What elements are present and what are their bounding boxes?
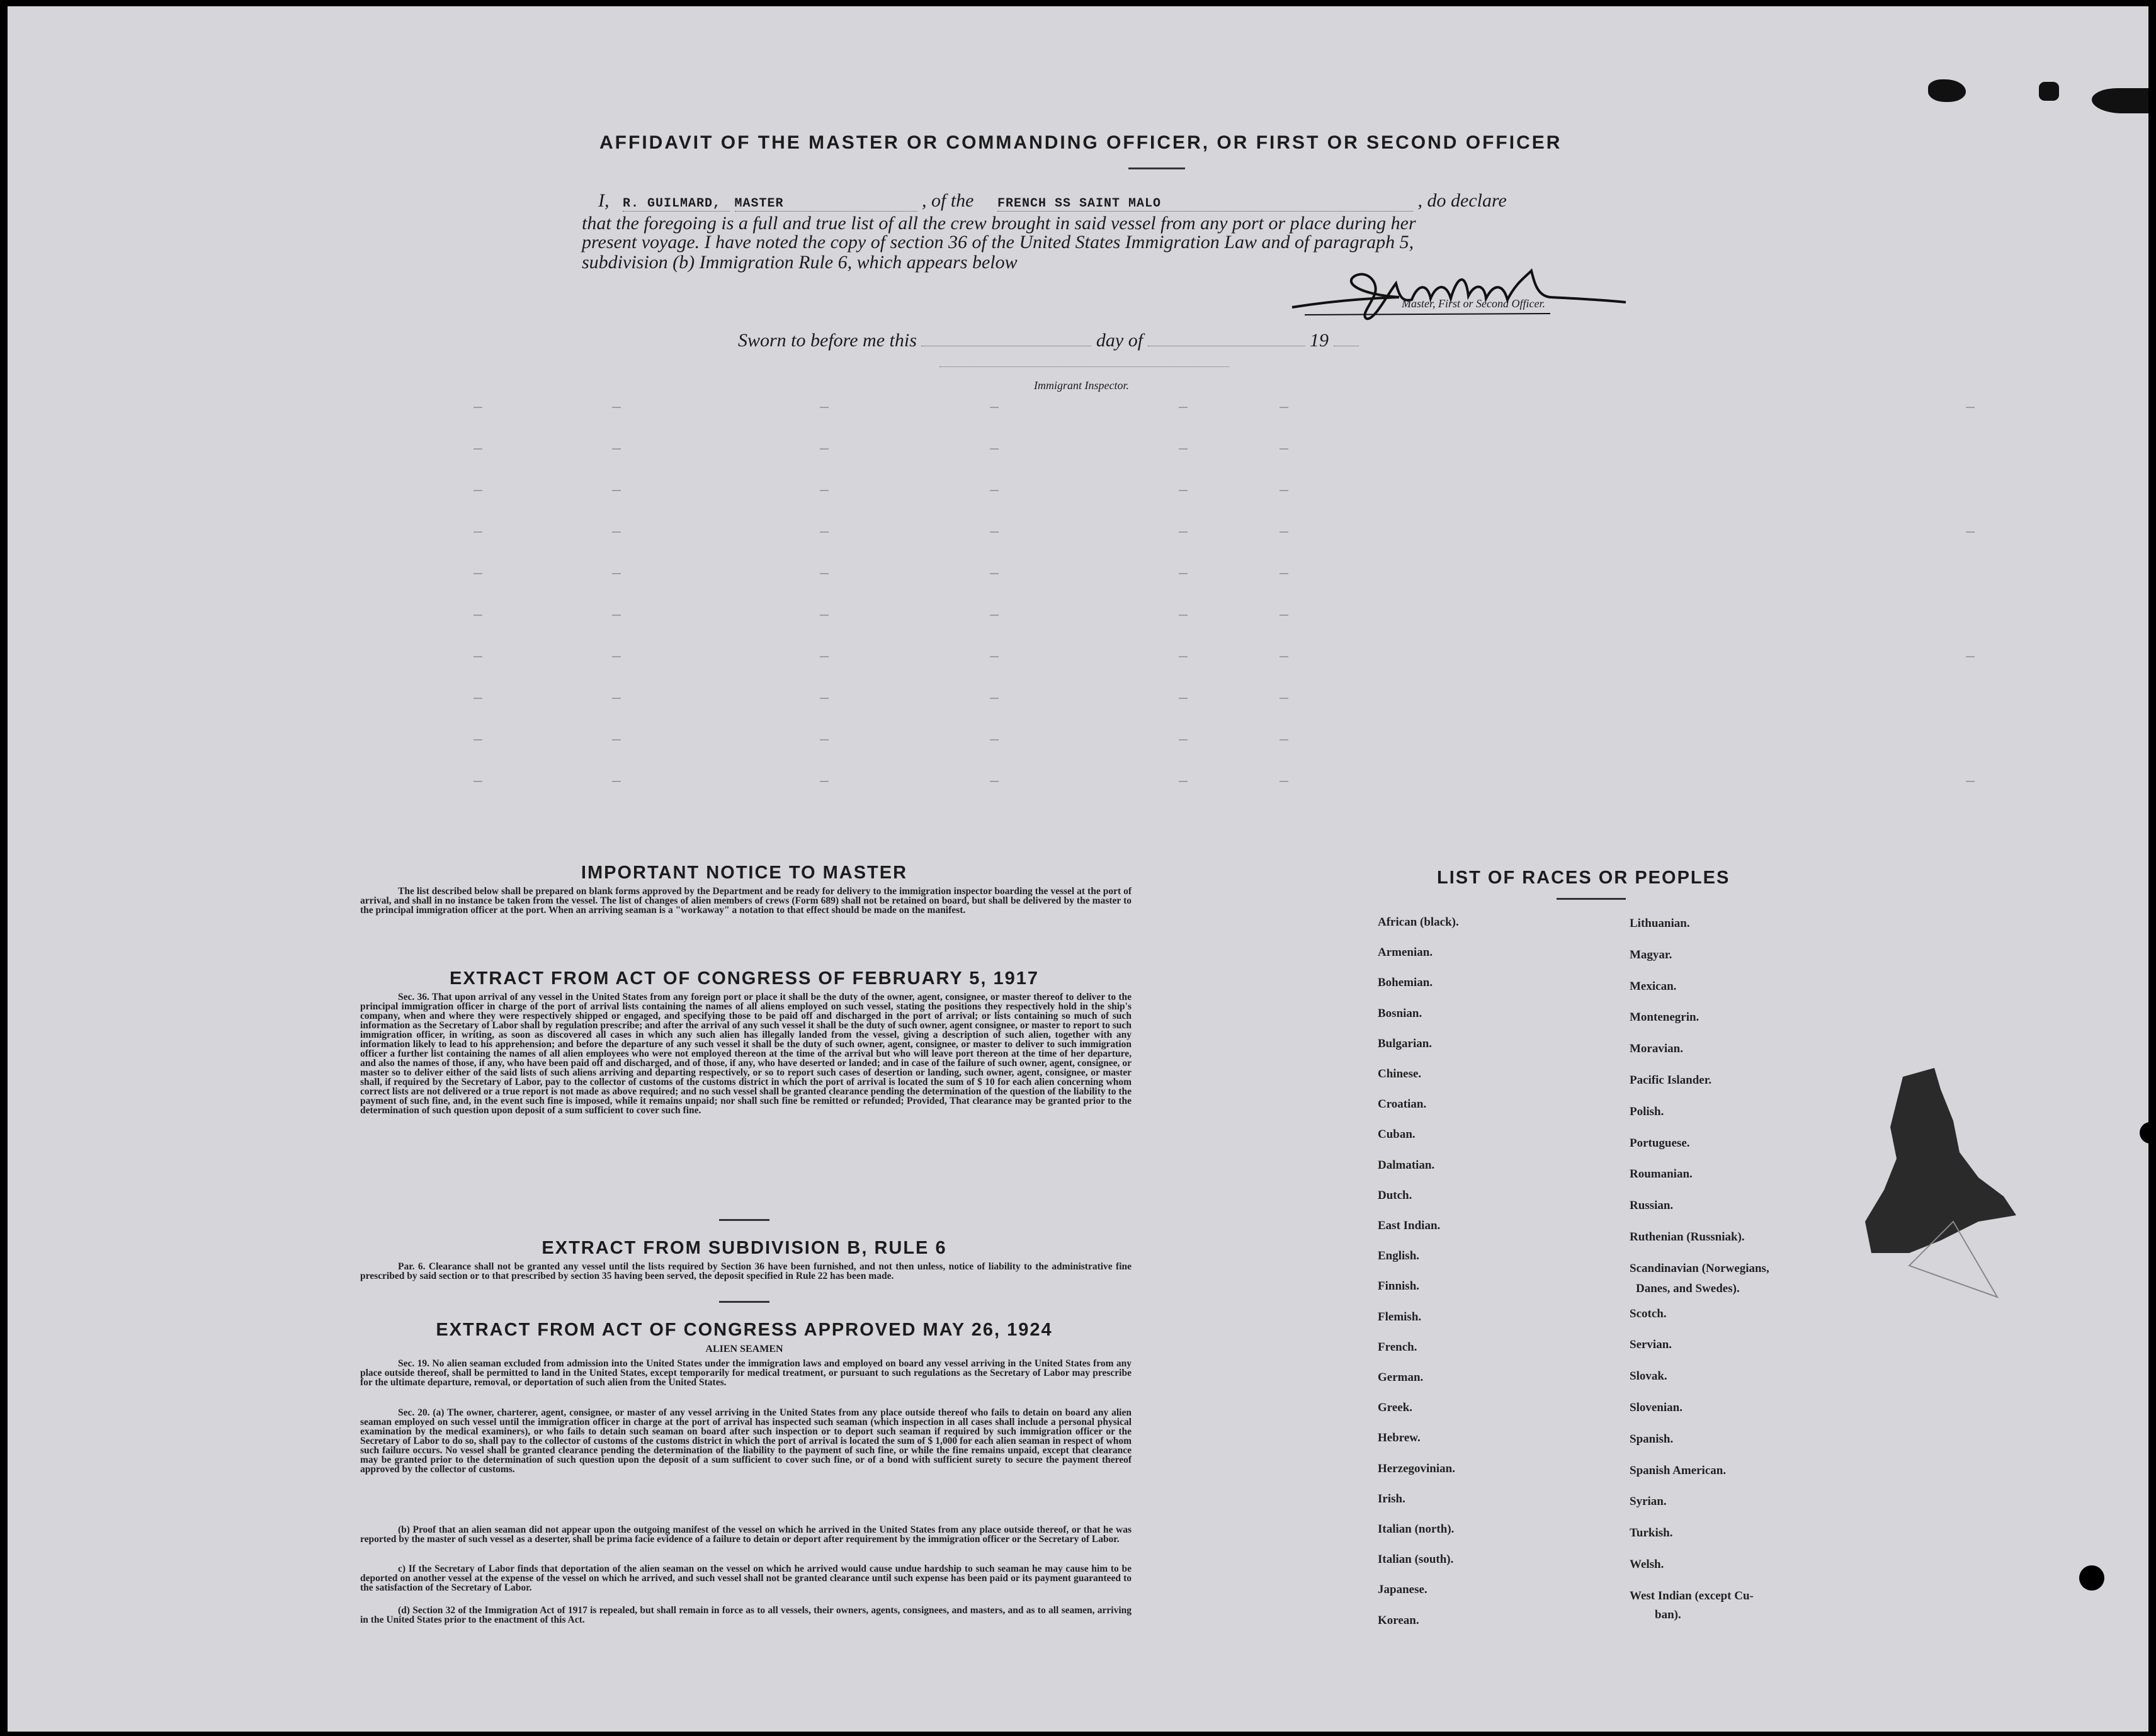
punch-hole — [2140, 1122, 2148, 1143]
torn-paper-damage — [1859, 1064, 2048, 1303]
ruling-tick — [820, 615, 829, 616]
ruling-tick — [474, 698, 482, 699]
inspector-signature-line — [939, 366, 1229, 367]
ruling-tick — [820, 490, 829, 491]
ruling-tick — [1179, 739, 1188, 740]
ruling-tick — [474, 739, 482, 740]
race-item: African (black). — [1378, 916, 1459, 929]
ruling-tick — [820, 573, 829, 574]
section-divider — [719, 1219, 769, 1221]
ruling-tick — [990, 407, 999, 408]
affidavit-pronoun: I, — [598, 190, 610, 211]
ruling-tick — [474, 407, 482, 408]
ruling-tick — [990, 698, 999, 699]
ruling-tick — [612, 531, 621, 533]
master-rank-field: MASTER — [735, 196, 917, 212]
race-item: Finnish. — [1378, 1279, 1420, 1293]
ink-blot — [2039, 82, 2059, 101]
race-item: Italian (south). — [1378, 1553, 1454, 1567]
ruling-tick — [820, 698, 829, 699]
race-item: Scandinavian (Norwegians, — [1630, 1261, 1769, 1275]
ruling-tick — [612, 739, 621, 740]
race-item: Dalmatian. — [1378, 1158, 1435, 1172]
race-item: Ruthenian (Russniak). — [1630, 1230, 1745, 1244]
race-item: English. — [1378, 1249, 1420, 1263]
ruling-tick — [612, 615, 621, 616]
ruling-tick — [820, 448, 829, 450]
race-item: Slovak. — [1630, 1370, 1667, 1383]
ruling-tick — [990, 573, 999, 574]
sworn-text: Sworn to before me this — [738, 330, 917, 351]
ruling-tick — [1966, 656, 1975, 657]
ruling-tick — [612, 656, 621, 657]
ruling-tick — [1179, 656, 1188, 657]
races-divider — [1557, 898, 1626, 900]
ruling-tick — [1179, 698, 1188, 699]
race-item: Bohemian. — [1378, 976, 1433, 990]
ruling-tick — [990, 656, 999, 657]
ruling-tick — [612, 448, 621, 450]
vessel-name-field: FRENCH SS SAINT MALO — [997, 196, 1413, 212]
ruling-tick — [1179, 573, 1188, 574]
extract-1924-sec20a: Sec. 20. (a) The owner, charterer, agent, consignee, or master of any vessel arriving in the United States from any place outside thereof who fails to detain on board any alien seaman employed on such vessel until the immigration officer in charge at the port of arrival has inspected such seaman (which inspection in all cases shall include a personal physical examination by the medical examiners), or who fails to detain such seaman on board after such inspection or to deport such seaman if required by such immigration officer or the Secretary of Labor to do so, shall pay to the collector of customs of the customs district in which the port of arrival is located the sum of $ 1,000 for each alien seaman in respect of whom such failure occurs. No vessel shall be granted clearance pending the determination of the liability to the payment of such fine, or while the fine remains unpaid, except that clearance may be granted prior to the determination of such question upon the deposit of a sum sufficient to cover such fine, or of a bond with sufficient surety to secure the payment thereof approved by the collector of customs. — [360, 1407, 1132, 1475]
extract-1917-title: EXTRACT FROM ACT OF CONGRESS OF FEBRUARY 5, 1917 — [449, 968, 1040, 989]
race-item: Hebrew. — [1378, 1431, 1421, 1445]
title-divider — [1128, 167, 1185, 169]
ruling-tick — [474, 781, 482, 782]
ruling-tick — [820, 531, 829, 533]
ruling-tick — [820, 656, 829, 657]
ruling-tick — [990, 781, 999, 782]
subdivision-body: Par. 6. Clearance shall not be granted any vessel until the lists required by Section 36 have been furnished, and not then unless, notice of liability to the administrative fine prescribed by said section or to that prescribed by section 35 having been served, the deposit specified in Rule 22 has been made. — [360, 1261, 1132, 1281]
master-signature — [1286, 258, 1638, 327]
affidavit-line-2: that the foregoing is a full and true list of all the crew brought in said vessel from any port or place during her — [582, 213, 1416, 234]
ruling-tick — [820, 739, 829, 740]
ruling-tick — [1966, 531, 1975, 533]
race-item: Polish. — [1630, 1104, 1664, 1118]
extract-1924-sec19: Sec. 19. No alien seaman excluded from admission into the United States under the immigration laws and employed on board any vessel arriving in the United States from any place outside thereof, shall be permitted to land in the United States, except temporarily for medical treatment, or pursuant to such regulations as the Secretary of Labor may prescribe for the ultimate departure, removal, or deportation of such alien from the United States. — [360, 1358, 1132, 1388]
race-item: Roumanian. — [1630, 1167, 1693, 1181]
inspector-caption: Immigrant Inspector. — [1034, 379, 1129, 392]
ruling-tick — [1179, 407, 1188, 408]
race-item: Bosnian. — [1378, 1006, 1422, 1020]
ruling-tick — [990, 448, 999, 450]
race-item: Armenian. — [1378, 946, 1433, 960]
ruling-tick — [1179, 781, 1188, 782]
ruling-tick — [612, 407, 621, 408]
races-title: LIST OF RACES OR PEOPLES — [1437, 868, 1730, 888]
ruling-tick — [1179, 490, 1188, 491]
extract-1924-title: EXTRACT FROM ACT OF CONGRESS APPROVED MAY 26, 1924 — [436, 1320, 1053, 1340]
race-item: West Indian (except Cu- — [1630, 1589, 1754, 1603]
race-item-wrap: ban). — [1655, 1608, 1681, 1621]
do-declare-text: , do declare — [1417, 190, 1507, 211]
ruling-tick — [1279, 781, 1288, 782]
signature-caption: Master, First or Second Officer. — [1402, 297, 1545, 310]
ruling-tick — [1279, 656, 1288, 657]
race-item: Servian. — [1630, 1338, 1672, 1352]
ruling-tick — [474, 448, 482, 450]
race-item: Herzegovinian. — [1378, 1461, 1455, 1475]
affidavit-line-4: subdivision (b) Immigration Rule 6, which appears below — [582, 252, 1018, 273]
race-item: Lithuanian. — [1630, 917, 1690, 930]
ruling-tick — [1179, 531, 1188, 533]
notice-title: IMPORTANT NOTICE TO MASTER — [581, 863, 908, 883]
year-prefix: 19 — [1310, 330, 1329, 351]
extract-1924-sec20b: (b) Proof that an alien seaman did not appear upon the outgoing manifest of the vessel on which he arrived in the United States from any place outside thereof, or that he was reported by the master of such vessel as a deserter, shall be prima facie evidence of a failure to detain or deport after requirement by the immigration officer or the Secretary of Labor. — [360, 1524, 1132, 1545]
ruling-tick — [990, 490, 999, 491]
ruling-tick — [612, 573, 621, 574]
race-item: Mexican. — [1630, 979, 1677, 993]
notice-body: The list described below shall be prepared on blank forms approved by the Department and be ready for delivery to the immigration inspector boarding the vessel at the port of arrival, and shall in no instance be taken from the vessel. The list of changes of alien members of crews (Form 689) shall not be retained on board, but shall be delivered by the master to the principal immigration officer at the port. When an arriving seaman is a "workaway" a notation to that effect should be made on the manifest. — [360, 886, 1132, 916]
extract-1924-sec20c: c) If the Secretary of Labor finds that deportation of the alien seaman on the vessel on which he arrived would cause undue hardship to such seaman he may cause him to be deported on another vessel at the expense of the vessel on which he arrived, and such vessel shall not be granted clearance until such expense has been paid or its payment guaranteed to the satisfaction of the Secretary of Labor. — [360, 1563, 1132, 1593]
torn-corner — [2092, 88, 2148, 113]
race-item: Italian (north). — [1378, 1523, 1455, 1536]
race-item: Magyar. — [1630, 948, 1672, 962]
ruling-tick — [820, 781, 829, 782]
ruling-tick — [1279, 739, 1288, 740]
race-item: Irish. — [1378, 1492, 1405, 1506]
ruling-tick — [1279, 490, 1288, 491]
of-the-text: , of the — [922, 190, 974, 211]
section-divider — [719, 1301, 769, 1303]
affidavit-line-3: present voyage. I have noted the copy of section 36 of the United States Immigration Law and of paragraph 5, — [582, 232, 1414, 252]
race-item: Cuban. — [1378, 1128, 1416, 1142]
race-item-wrap: Danes, and Swedes). — [1636, 1282, 1740, 1295]
ruling-tick — [474, 573, 482, 574]
ruling-tick — [612, 698, 621, 699]
ruling-tick — [820, 407, 829, 408]
ruling-tick — [1179, 448, 1188, 450]
race-item: Turkish. — [1630, 1526, 1673, 1540]
race-item: Welsh. — [1630, 1558, 1664, 1571]
race-item: Montenegrin. — [1630, 1011, 1699, 1024]
race-item: German. — [1378, 1371, 1424, 1384]
affidavit-line-1 — [598, 190, 1507, 212]
day-of-text: day of — [1096, 330, 1143, 351]
document-page — [8, 6, 2148, 1732]
race-item: Portuguese. — [1630, 1136, 1690, 1150]
race-item: Spanish American. — [1630, 1463, 1727, 1477]
ruling-tick — [1279, 698, 1288, 699]
ruling-tick — [990, 615, 999, 616]
race-item: French. — [1378, 1340, 1417, 1354]
race-item: Slovenian. — [1630, 1401, 1682, 1414]
ruling-tick — [1179, 615, 1188, 616]
ruling-tick — [474, 490, 482, 491]
ruling-tick — [1966, 781, 1975, 782]
sworn-line — [738, 330, 1359, 351]
ink-blot — [1928, 79, 1966, 102]
race-item: Flemish. — [1378, 1310, 1422, 1324]
ruling-tick — [1279, 448, 1288, 450]
ruling-tick — [612, 781, 621, 782]
ruling-tick — [1279, 573, 1288, 574]
ruling-tick — [1966, 407, 1975, 408]
ruling-tick — [474, 531, 482, 533]
race-item: Spanish. — [1630, 1432, 1674, 1446]
alien-seamen-subtitle: ALIEN SEAMEN — [705, 1344, 783, 1354]
race-item: Syrian. — [1630, 1495, 1667, 1509]
subdivision-title: EXTRACT FROM SUBDIVISION B, RULE 6 — [542, 1238, 947, 1258]
master-name-field: R. GUILMARD, — [623, 196, 730, 212]
affidavit-title: AFFIDAVIT OF THE MASTER OR COMMANDING OFFICER, OR FIRST OR SECOND OFFICER — [599, 132, 1562, 153]
race-item: Korean. — [1378, 1613, 1419, 1627]
ruling-tick — [474, 656, 482, 657]
ruling-tick — [990, 739, 999, 740]
ruling-tick — [1279, 407, 1288, 408]
race-item: Dutch. — [1378, 1188, 1412, 1202]
ruling-tick — [612, 490, 621, 491]
extract-1917-body: Sec. 36. That upon arrival of any vessel in the United States from any foreign port or place it shall be the duty of the owner, agent, consignee, or master thereof to deliver to the principal immigration officer in charge of the port of arrival lists containing the names of all aliens employed on such vessel, stating the positions they respectively hold in the ship's company, when and where they were respectively shipped or engaged, and specifying those to be paid off and discharged in the port of arrival; or lists containing so much of such information as the Secretary of Labor shall by regulation prescribe; and after the arrival of any such vessel it shall be the duty of such owner, agent consignee, or master to report to such immigration officer, in writing, as soon as discovered all cases in which any such alien has illegally landed from the vessel, giving a description of such alien, together with any information likely to lead to his apprehension; and before the departure of any such vessel it shall be the duty of such owner, agent, consignee, or master to deliver to such immigration officer a further list containing the names of all alien employees who were not employed thereon at the time of the arrival but who will leave port thereon at the time of her departure, and also the names of those, if any, who have been paid off and discharged, and of those, if any, who have deserted or landed; and in case of the failure of such owner, agent, consignee, or master so to deliver either of the said lists of such aliens arriving and departing respectively, or so to report such cases of desertion or landing, such owner, agent, consignee, or master shall, if required by the Secretary of Labor, pay to the collector of customs of the customs district in which the port of arrival is located the sum of $ 10 for each alien concerning whom correct lists are not delivered or a true report is not made as above required; and no such vessel shall be granted clearance pending the determination of the question of the liability to the payment of such fine, and, in the event such fine is imposed, while it remains unpaid; nor shall such fine be remitted or refunded; Provided, That clearance may be granted prior to the determination of such question upon deposit of a sum sufficient to cover such fine. — [360, 992, 1132, 1116]
race-item: Pacific Islander. — [1630, 1074, 1712, 1087]
extract-1924-sec20d: (d) Section 32 of the Immigration Act of 1917 is repealed, but shall remain in force as to all vessels, their owners, agents, consignees, and masters, and as to all seamen, arriving in the United States prior to the enactment of this Act. — [360, 1605, 1132, 1625]
race-item: Croatian. — [1378, 1098, 1427, 1111]
race-item: Moravian. — [1630, 1042, 1683, 1056]
race-item: Bulgarian. — [1378, 1036, 1433, 1050]
race-item: Russian. — [1630, 1199, 1674, 1213]
race-item: Scotch. — [1630, 1307, 1667, 1320]
race-item: East Indian. — [1378, 1219, 1441, 1232]
punch-hole — [2079, 1565, 2104, 1591]
ruling-tick — [990, 531, 999, 533]
race-item: Chinese. — [1378, 1067, 1422, 1081]
ruling-tick — [1279, 531, 1288, 533]
ruling-tick — [474, 615, 482, 616]
race-item: Greek. — [1378, 1401, 1413, 1415]
ruling-tick — [1279, 615, 1288, 616]
race-item: Japanese. — [1378, 1583, 1427, 1597]
